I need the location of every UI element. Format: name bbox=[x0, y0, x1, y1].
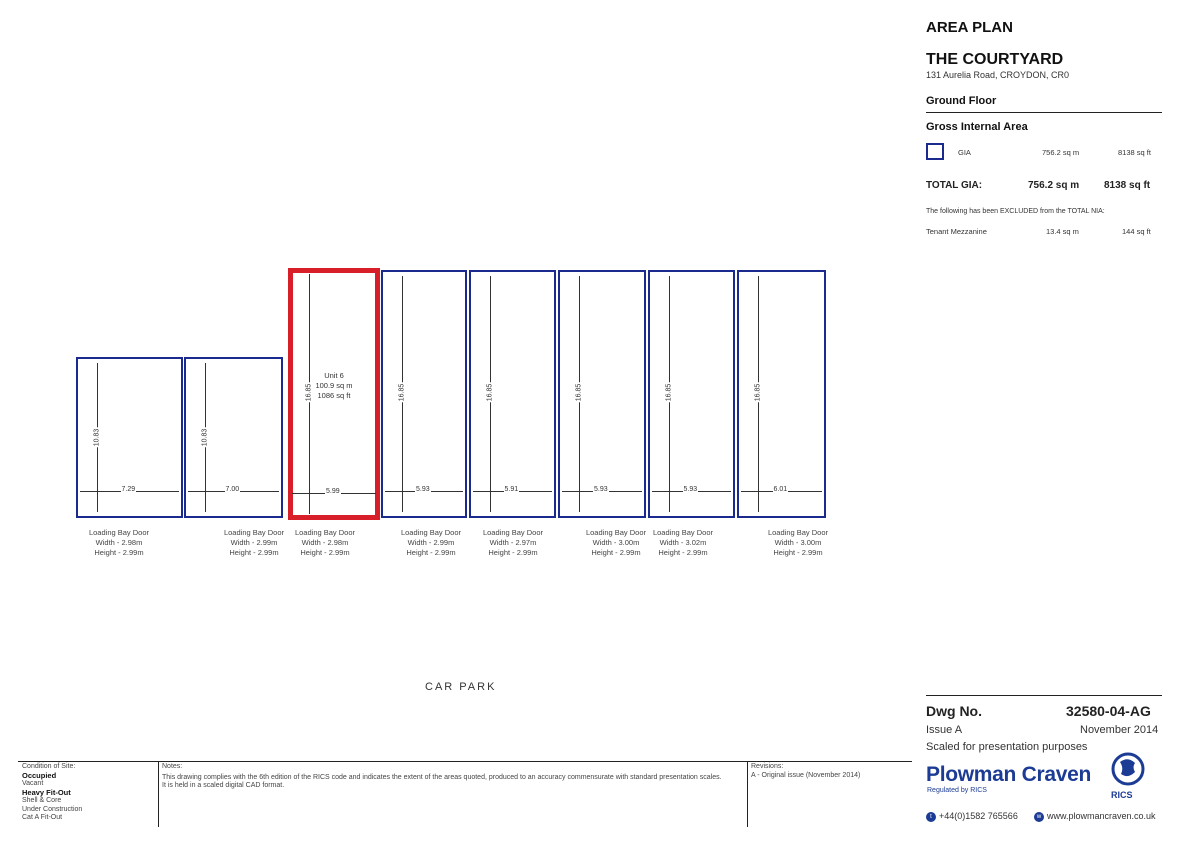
issue-date: November 2014 bbox=[1080, 724, 1159, 736]
door-title: Loading Bay Door bbox=[400, 528, 462, 537]
loading-bay-door-label bbox=[285, 528, 365, 558]
depth-dimension-label: 16.85 bbox=[486, 383, 494, 402]
unit-outline[interactable] bbox=[737, 270, 826, 518]
total-gia-sqft: 8138 sq ft bbox=[1104, 180, 1151, 191]
door-height: Height - 2.99m bbox=[773, 548, 823, 557]
brand-name: Plowman Craven bbox=[926, 763, 1092, 786]
excluded-label: Tenant Mezzanine bbox=[926, 227, 987, 236]
total-gia-label: TOTAL GIA: bbox=[926, 180, 983, 191]
width-dimension-label: 7.00 bbox=[225, 486, 240, 493]
footer-divider bbox=[747, 761, 748, 827]
door-height: Height - 2.99m bbox=[406, 548, 456, 557]
phone-contact bbox=[926, 811, 1018, 822]
condition-item: Occupied bbox=[22, 770, 57, 780]
dwg-label: Dwg No. bbox=[926, 703, 982, 719]
door-title: Loading Bay Door bbox=[294, 528, 356, 537]
width-dimension-label: 7.29 bbox=[121, 486, 136, 493]
unit-area-line: Unit 6 bbox=[324, 371, 344, 380]
car-park-label: CAR PARK bbox=[425, 681, 497, 693]
door-height: Height - 2.99m bbox=[229, 548, 279, 557]
door-width: Width - 3.02m bbox=[659, 538, 707, 547]
condition-block bbox=[22, 763, 82, 823]
building-name: THE COURTYARD bbox=[926, 51, 1064, 68]
door-title: Loading Bay Door bbox=[88, 528, 150, 537]
door-width: Width - 2.99m bbox=[230, 538, 278, 547]
footer-top-rule bbox=[18, 761, 912, 762]
revision-item: A - Original issue (November 2014) bbox=[751, 771, 861, 779]
width-dimension-label: 6.01 bbox=[773, 486, 788, 493]
phone-number: +44(0)1582 765566 bbox=[939, 811, 1018, 821]
page-heading: AREA PLAN bbox=[926, 19, 1013, 36]
door-title: Loading Bay Door bbox=[482, 528, 544, 537]
scale-note: Scaled for presentation purposes bbox=[926, 741, 1088, 753]
unit-outline[interactable] bbox=[469, 270, 556, 518]
notes-line-2: It is held in a scaled digital CAD format. bbox=[162, 782, 285, 789]
unit-outline[interactable] bbox=[184, 357, 283, 518]
gia-legend-swatch bbox=[926, 143, 944, 160]
condition-item: Under Construction bbox=[22, 805, 83, 813]
unit-area-line: 1086 sq ft bbox=[317, 391, 351, 400]
door-height: Height - 2.99m bbox=[591, 548, 641, 557]
excluded-note: The following has been EXCLUDED from the TOTAL NIA: bbox=[926, 208, 1105, 215]
total-gia-sqm: 756.2 sq m bbox=[1028, 180, 1080, 191]
gia-row-label: GIA bbox=[958, 148, 971, 157]
width-dimension-label: 5.93 bbox=[683, 486, 698, 493]
door-title: Loading Bay Door bbox=[652, 528, 714, 537]
floor-label: Ground Floor bbox=[926, 95, 997, 107]
divider bbox=[926, 695, 1162, 696]
web-contact bbox=[1034, 811, 1156, 822]
door-height: Height - 2.99m bbox=[658, 548, 708, 557]
width-dimension-label: 5.91 bbox=[504, 486, 519, 493]
excluded-sqft: 144 sq ft bbox=[1122, 227, 1151, 236]
door-width: Width - 2.99m bbox=[407, 538, 455, 547]
loading-bay-door-label bbox=[473, 528, 553, 558]
gia-row-sqft: 8138 sq ft bbox=[1118, 148, 1151, 157]
depth-dimension-label: 10.83 bbox=[93, 429, 101, 447]
phone-icon: t bbox=[926, 812, 936, 822]
issue-label: Issue A bbox=[926, 724, 963, 736]
notes-line-1: This drawing complies with the 6th edition of the RICS code and indicates the extent of the areas quoted, produced to an accuracy commensurate with standard presentation scales. bbox=[162, 773, 722, 781]
excluded-sqm: 13.4 sq m bbox=[1046, 227, 1079, 236]
unit-area-line: 100.9 sq m bbox=[315, 381, 353, 390]
depth-dimension-label: 16.85 bbox=[398, 383, 406, 402]
door-height: Height - 2.99m bbox=[300, 548, 350, 557]
width-dimension-label: 5.93 bbox=[594, 486, 608, 493]
revisions-title: Revisions: bbox=[751, 763, 784, 770]
door-width: Width - 2.98m bbox=[301, 538, 349, 547]
door-title: Loading Bay Door bbox=[585, 528, 647, 537]
width-dimension-label: 5.93 bbox=[416, 486, 430, 493]
web-icon: w bbox=[1034, 812, 1044, 822]
condition-item: Heavy Fit-Out bbox=[22, 787, 71, 797]
address: 131 Aurelia Road, CROYDON, CR0 bbox=[926, 70, 1070, 80]
condition-title: Condition of Site: bbox=[22, 763, 76, 770]
unit-outline[interactable] bbox=[648, 270, 735, 518]
gia-row-sqm: 756.2 sq m bbox=[1042, 148, 1080, 157]
unit-outline[interactable] bbox=[558, 270, 646, 518]
condition-item: Shell & Core bbox=[22, 797, 62, 804]
loading-bay-door-label bbox=[758, 528, 838, 558]
condition-item: Cat A Fit-Out bbox=[22, 814, 63, 821]
door-width: Width - 2.98m bbox=[95, 538, 143, 547]
notes-block bbox=[162, 763, 722, 791]
door-width: Width - 3.00m bbox=[592, 538, 640, 547]
rics-lion-icon bbox=[1108, 752, 1148, 790]
depth-dimension-label: 16.85 bbox=[575, 383, 583, 402]
condition-list bbox=[22, 772, 82, 823]
dwg-number: 32580-04-AG bbox=[1066, 703, 1151, 719]
condition-item: Vacant bbox=[22, 780, 44, 787]
web-link[interactable]: www.plowmancraven.co.uk bbox=[1047, 811, 1156, 821]
notes-title: Notes: bbox=[162, 763, 183, 770]
depth-dimension-label: 10.83 bbox=[201, 429, 209, 447]
door-title: Loading Bay Door bbox=[223, 528, 285, 537]
depth-dimension-label: 16.85 bbox=[665, 383, 673, 402]
unit-area-label bbox=[309, 371, 359, 401]
divider bbox=[926, 112, 1162, 113]
regulated-note: Regulated by RICS bbox=[927, 787, 987, 794]
depth-dimension-label: 16.85 bbox=[754, 383, 762, 402]
footer-divider bbox=[158, 761, 159, 827]
loading-bay-door-label bbox=[643, 528, 723, 558]
unit-outline[interactable] bbox=[381, 270, 467, 518]
unit-outline[interactable] bbox=[76, 357, 183, 518]
loading-bay-door-label bbox=[391, 528, 471, 558]
revisions-block bbox=[751, 763, 860, 780]
door-width: Width - 3.00m bbox=[774, 538, 822, 547]
rics-logo-text: RICS bbox=[1111, 790, 1133, 800]
loading-bay-door-label bbox=[79, 528, 159, 558]
width-dimension-label: 5.99 bbox=[326, 488, 340, 495]
loading-bay-door-label bbox=[214, 528, 294, 558]
door-height: Height - 2.99m bbox=[94, 548, 144, 557]
door-title: Loading Bay Door bbox=[767, 528, 829, 537]
depth-dimension-label: 16.85 bbox=[305, 383, 313, 402]
door-width: Width - 2.97m bbox=[489, 538, 537, 547]
door-height: Height - 2.99m bbox=[488, 548, 538, 557]
gia-section-label: Gross Internal Area bbox=[926, 121, 1028, 133]
